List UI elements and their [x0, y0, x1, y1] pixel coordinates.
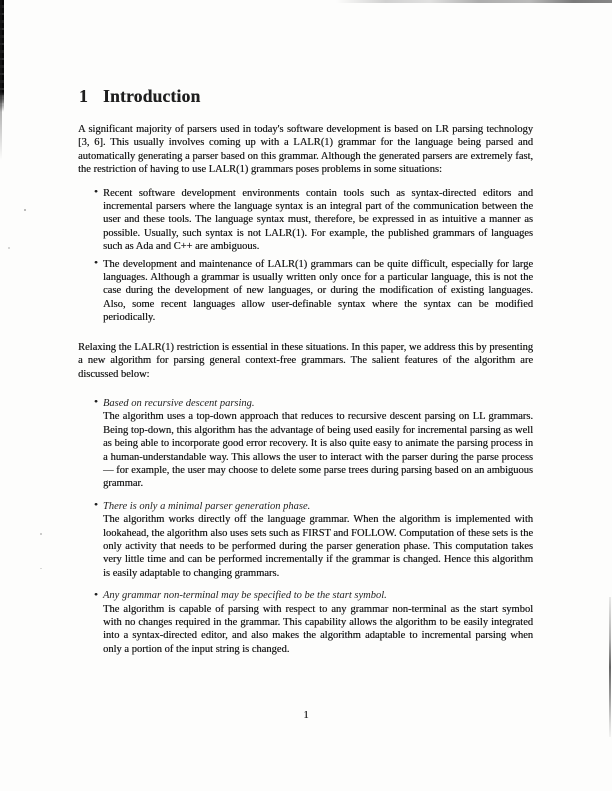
bullet-marker-icon: • [94, 588, 98, 601]
feature-lead-text: Based on recursive descent parsing. [103, 397, 255, 409]
bullet-marker-icon: • [94, 499, 98, 512]
scan-speck [24, 209, 26, 211]
bullet-item-syntax-directed-editors [78, 187, 533, 254]
text-column [78, 86, 533, 656]
intro-paragraph: A significant majority of parsers used in today's software development is based on LR parsing technology [3, 6]. This usually involves coming up with a LALR(1) grammar for the language being parsed and automatically generating a parser based on this grammar. Although the generated parsers are extremely fast, the restriction of having to use LALR(1) grammars poses problems in some situations: [78, 124, 533, 176]
bullet-item-minimal-generation-phase [78, 500, 533, 580]
problem-bullet-list [78, 187, 533, 325]
scan-speck [40, 568, 42, 569]
middle-paragraph: Relaxing the LALR(1) restriction is essential in these situations. In this paper, we address this by presenting a new algorithm for parsing general context-free grammars. The salient features of the algorithm are discussed below: [78, 341, 533, 380]
section-title: Introduction [103, 86, 201, 106]
bullet-marker-icon: • [94, 257, 98, 270]
scan-artifact-left-edge [0, 0, 4, 112]
scan-speck [40, 533, 42, 535]
feature-lead-text: Any grammar non-terminal may be specified to be the start symbol. [103, 590, 387, 602]
bullet-item-any-start-symbol [78, 589, 533, 656]
feature-lead-text: There is only a minimal parser generation phase. [103, 500, 311, 512]
bullet-item-recursive-descent [78, 397, 533, 491]
scan-speck [8, 247, 10, 249]
scan-artifact-top-edge [336, 0, 612, 3]
feature-body-text: The algorithm is capable of parsing with respect to any grammar non-terminal as the start symbol with no changes required in the grammar. This capability allows the algorithm to be easily integrated into a syntax-directed editor, and also makes the algorithm adaptable to incremental parsing when only a portion of the input string is changed. [103, 603, 533, 655]
scan-artifact-left-edge-fade [0, 0, 2, 160]
bullet-marker-icon: • [94, 186, 98, 199]
bullet-text: Recent software development environments contain tools such as syntax-directed editors and incremental parsers where the language syntax is an integral part of the communication between the user and these tools. The language syntax must, therefore, be expressed in as intuitive a manner as possible. Usually, such syntax is not LALR(1). For example, the published grammars of languages such as Ada and C++ are ambiguous. [103, 187, 533, 253]
feature-body-text: The algorithm uses a top-down approach that reduces to recursive descent parsing on LL grammars. Being top-down, this algorithm has the advantage of being used easily for incremental parsing as well as being able to incorporate good error recovery. It is also quite easy to animate the parsing process in a human-understandable way. This allows the user to interact with the parser during the parse process — for example, the user may choose to delete some parse trees during parsing based on an ambiguous grammar. [103, 411, 533, 490]
section-number: 1 [79, 86, 88, 106]
section-heading [79, 86, 533, 106]
bullet-item-lalr-maintenance [78, 258, 533, 325]
bullet-marker-icon: • [94, 396, 98, 409]
feature-body-text: The algorithm works directly off the language grammar. When the algorithm is implemented with lookahead, the algorithm also uses sets such as FIRST and FOLLOW. Computation of these sets is the only activity that needs to be performed during the parser generation phase. This computation takes very little time and can be performed incrementally if the grammar is changed. Hence this algorithm is easily adaptable to changing grammars. [103, 514, 533, 579]
page-number: 1 [303, 710, 309, 721]
bullet-text: The development and maintenance of LALR(1) grammars can be quite difficult, especially for large languages. Although a grammar is usually written only once for a particular language, this is not the case during the development of new languages, or during the modification of existing languages. Also, some recent languages allow user-definable syntax where the syntax can be modified periodically. [103, 258, 533, 324]
feature-bullet-list [78, 397, 533, 656]
